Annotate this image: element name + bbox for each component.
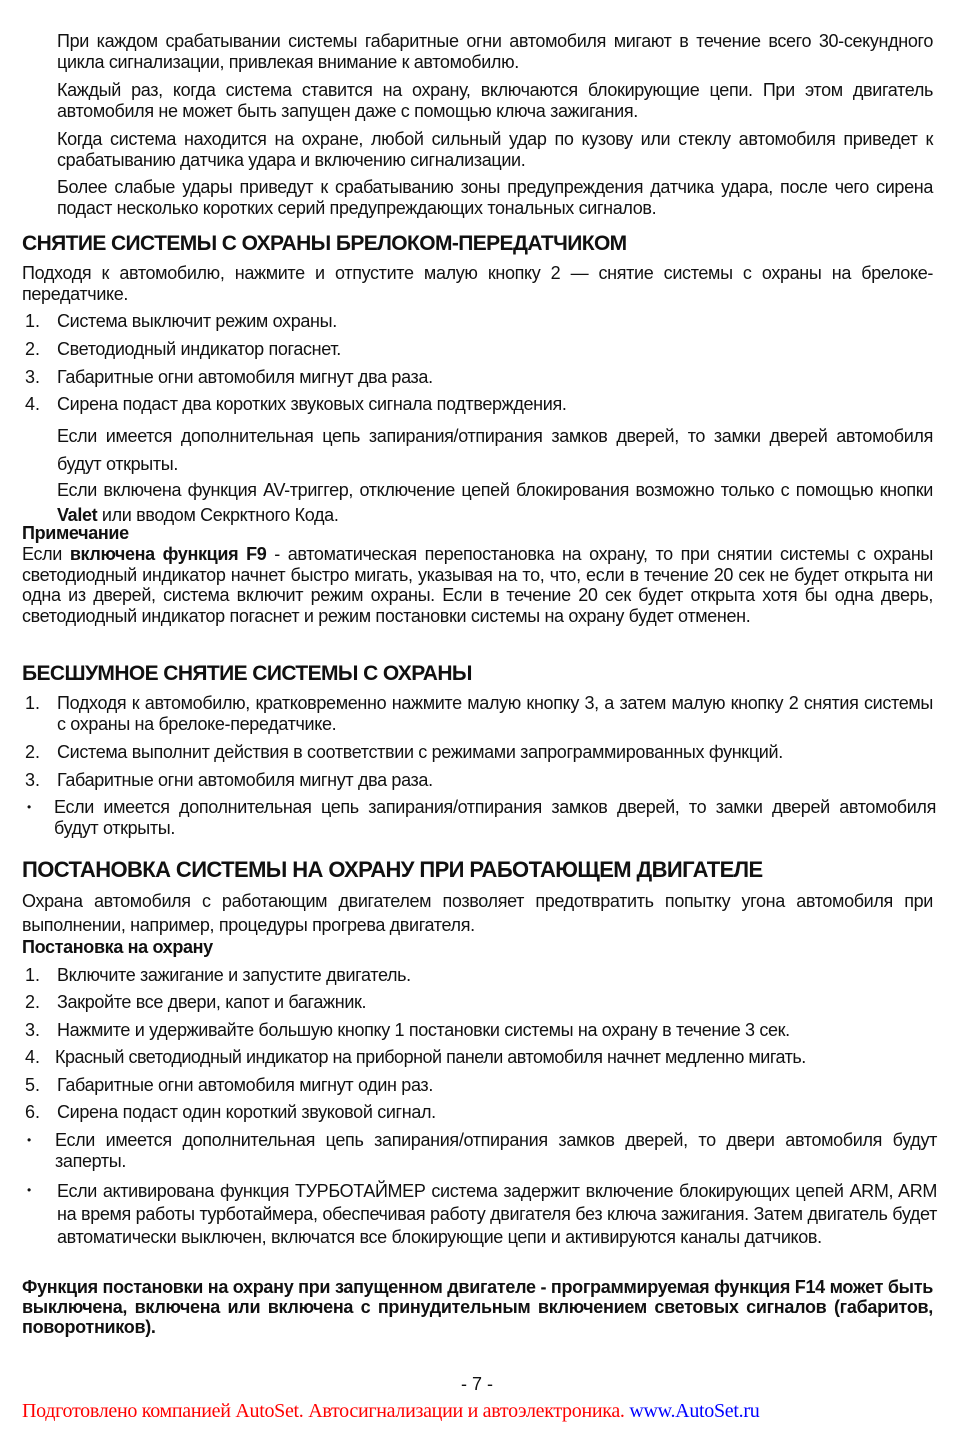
list-item: Красный светодиодный индикатор на приборной панели автомобиля начнет медленно мигать. <box>55 1047 806 1067</box>
f9-bold: включена функция F9 <box>69 544 267 564</box>
section-heading: ПОСТАНОВКА СИСТЕМЫ НА ОХРАНУ ПРИ РАБОТАЮЩЕМ ДВИГАТЕЛЕ <box>22 857 763 882</box>
av-trigger-paragraph <box>57 478 933 528</box>
footer-link[interactable]: www.AutoSet.ru <box>629 1400 760 1422</box>
list-item: Габаритные огни автомобиля мигнут два раза. <box>57 770 433 790</box>
list-number: 4. <box>25 394 41 414</box>
bullet-icon: • <box>27 800 32 814</box>
list-number: 6. <box>25 1102 41 1122</box>
valet-bold: Valet <box>57 505 98 525</box>
list-number: 1. <box>25 693 41 713</box>
list-number: 3. <box>25 367 41 387</box>
list-number: 2. <box>25 992 41 1012</box>
door-lock-paragraph: Если имеется дополнительная цепь запирания/отпирания замков дверей, то замки дверей автомобиля будут открыты. <box>57 426 933 474</box>
section-heading: БЕСШУМНОЕ СНЯТИЕ СИСТЕМЫ С ОХРАНЫ <box>22 662 472 685</box>
subsection-title: Постановка на охрану <box>22 937 213 957</box>
list-number: 3. <box>25 1020 41 1040</box>
list-item: Сирена подаст один короткий звуковой сигнал. <box>57 1102 436 1122</box>
list-item: Габаритные огни автомобиля мигнут два раза. <box>57 367 433 387</box>
footer-text: Подготовлено компанией AutoSet. Автосигнализации и автоэлектроника. <box>22 1400 630 1422</box>
list-item: Система выключит режим охраны. <box>57 311 337 331</box>
intro-paragraph: Когда система находится на охране, любой сильный удар по кузову или стеклу автомобиля приведет к срабатыванию датчика удара и включению сигнализации. <box>57 129 933 170</box>
list-number: 5. <box>25 1075 41 1095</box>
page-number: - 7 - <box>460 1374 493 1394</box>
bullet-icon: • <box>27 1133 32 1147</box>
section-lead: Подходя к автомобилю, нажмите и отпустите малую кнопку 2 — снятие системы с охраны на брелоке-передатчике. <box>22 263 933 304</box>
list-item: Сирена подаст два коротких звуковых сигнала подтверждения. <box>57 394 567 414</box>
bullet-item: Если активирована функция ТУРБОТАЙМЕР система задержит включение блокирующих цепей ARM, ARM на время работы турботаймера, обеспечивая работу двигателя без ключа зажигания. Затем двигатель будет автоматически выключен, включатся все блокирующие цепи и активируются каналы датчиков. <box>57 1181 937 1247</box>
list-item: Нажмите и удерживайте большую кнопку 1 постановки системы на охрану в течение 3 сек. <box>57 1020 790 1040</box>
section-lead: Охрана автомобиля с работающим двигателем позволяет предотвратить попытку угона автомобиля при выполнении, например, процедуры прогрева двигателя. <box>22 891 933 935</box>
list-item: Закройте все двери, капот и багажник. <box>57 992 367 1012</box>
list-item: Включите зажигание и запустите двигатель. <box>57 965 411 985</box>
list-number: 3. <box>25 770 41 790</box>
list-item: Система выполнит действия в соответствии с режимами запрограммированных функций. <box>57 742 783 762</box>
intro-paragraph: Каждый раз, когда система ставится на охрану, включаются блокирующие цепи. При этом двигатель автомобиля не может быть запущен даже с помощью ключа зажигания. <box>57 80 933 121</box>
footer <box>22 1400 759 1423</box>
intro-paragraph: Более слабые удары приведут к срабатыванию зоны предупреждения датчика удара, после чего сирена подаст несколько коротких серий предупреждающих тональных сигналов. <box>57 177 933 218</box>
list-item: Габаритные огни автомобиля мигнут один раз. <box>57 1075 433 1095</box>
section-heading: СНЯТИЕ СИСТЕМЫ С ОХРАНЫ БРЕЛОКОМ-ПЕРЕДАТЧИКОМ <box>22 232 627 255</box>
list-number: 4. <box>25 1047 41 1067</box>
text: Если включена функция AV-триггер, отключение цепей блокирования возможно только с помощью кнопки <box>57 480 933 500</box>
note-title: Примечание <box>22 523 129 543</box>
intro-paragraph: При каждом срабатывании системы габаритные огни автомобиля мигают в течение всего 30-секундного цикла сигнализации, привлекая внимание к автомобилю. <box>57 31 933 72</box>
text: - автоматическая перепостановка на охрану, то при снятии системы с охраны светодиодный индикатор начнет быстро мигать, указывая на то, что, если в течение 20 сек не будет открыта ни одна из дверей, система включит режим охраны. Если в течение 20 сек будет открыта хотя бы одна дверь, светодиодный индикатор погаснет и режим постановки системы на охрану будет отменен. <box>22 544 933 626</box>
text: Если <box>22 544 70 564</box>
text: или вводом Секрктного Кода. <box>97 505 339 525</box>
note-paragraph <box>22 544 933 626</box>
list-number: 2. <box>25 742 41 762</box>
final-bold-paragraph: Функция постановки на охрану при запущенном двигателе - программируемая функция F14 может быть выключена, включена или включена с принудительным включением световых сигналов (габаритов, поворотников). <box>22 1277 933 1337</box>
bullet-item: Если имеется дополнительная цепь запирания/отпирания замков дверей, то двери автомобиля будут заперты. <box>55 1130 937 1171</box>
bullet-item: Если имеется дополнительная цепь запирания/отпирания замков дверей, то замки дверей автомобиля будут открыты. <box>54 797 936 838</box>
list-item: Подходя к автомобилю, кратковременно нажмите малую кнопку 3, а затем малую кнопку 2 снятия системы с охраны на брелоке-передатчике. <box>57 693 933 734</box>
list-item: Светодиодный индикатор погаснет. <box>57 339 341 359</box>
list-number: 1. <box>25 311 41 331</box>
list-number: 1. <box>25 965 41 985</box>
bullet-icon: • <box>27 1183 32 1197</box>
list-number: 2. <box>25 339 41 359</box>
